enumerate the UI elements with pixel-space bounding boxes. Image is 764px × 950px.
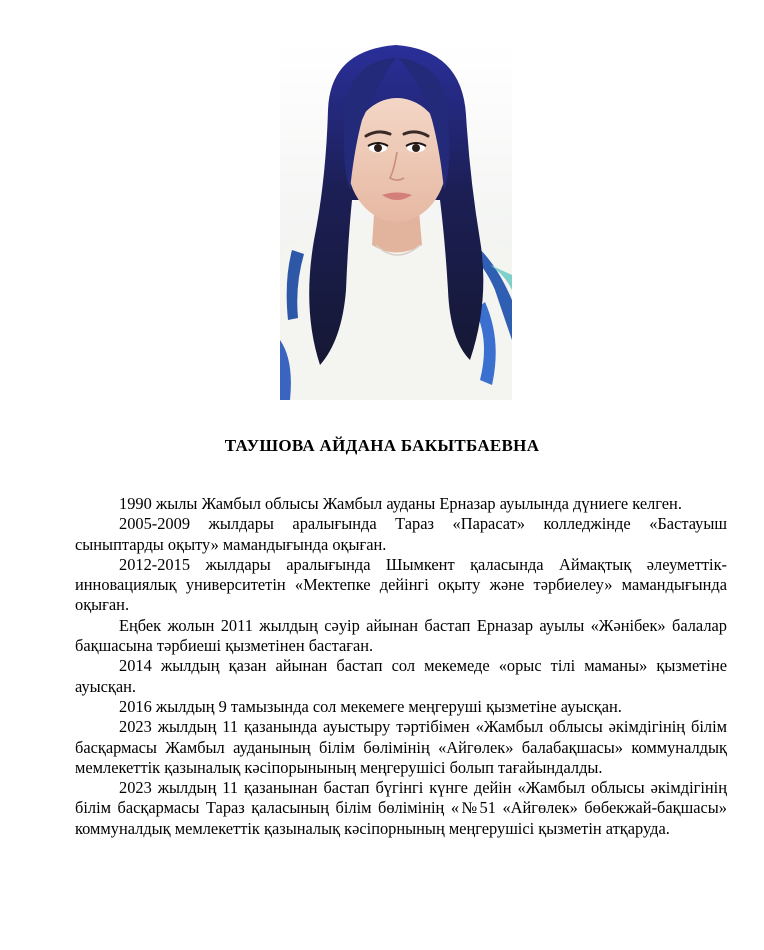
- biography: [75, 494, 727, 839]
- profile-photo: [280, 40, 512, 400]
- bio-paragraph: Еңбек жолын 2011 жылдың сәуір айынан бастап Ерназар ауылы «Жәнібек» балалар бақшасына тәрбиеші қызметінен бастаған.: [75, 615, 727, 656]
- bio-paragraph: 1990 жылы Жамбыл облысы Жамбыл ауданы Ерназар ауылында дүниеге келген.: [119, 494, 682, 513]
- portrait-photo-icon: [280, 40, 512, 400]
- bio-paragraph: 2005-2009 жылдары аралығында Тараз «Парасат» колледжінде «Бастауыш сыныптарды оқыту» мамандығында оқыған.: [75, 514, 727, 554]
- bio-paragraph: 2012-2015 жылдары аралығында Шымкент қаласында Аймақтық әлеуметтік-инновациялық университетін «Мектепке дейінгі оқыту және тәрбиелеу» мамандығында оқыған.: [75, 554, 727, 615]
- bio-paragraph: 2023 жылдың 11 қазанынан бастап бүгінгі күнге дейін «Жамбыл облысы әкімдігінің білім басқармасы Тараз қаласының білім бөлімінің «№51 «Айгөлек» бөбекжай-бақшасы» коммуналдық мемлекеттік қазыналық кәсіпорнының меңгерушісі қызметін атқаруда.: [75, 778, 727, 838]
- bio-paragraph: 2014 жылдың қазан айынан бастап сол мекемеде «орыс тілі маманы» қызметіне ауысқан.: [75, 656, 727, 696]
- bio-paragraph: 2023 жылдың 11 қазанында ауыстыру тәртібімен «Жамбыл облысы әкімдігінің білім басқармасы Жамбыл ауданының білім бөлімінің «Айгөлек» балабақшасы» коммуналдық мемлекеттік қазыналық кәсіпорынының меңгерушісі болып тағайындалды.: [75, 717, 727, 777]
- person-name: ТАУШОВА АЙДАНА БАКЫТБАЕВНА: [224, 436, 540, 455]
- bio-paragraph: 2016 жылдың 9 тамызында сол мекемеге меңгеруші қызметіне ауысқан.: [119, 696, 622, 716]
